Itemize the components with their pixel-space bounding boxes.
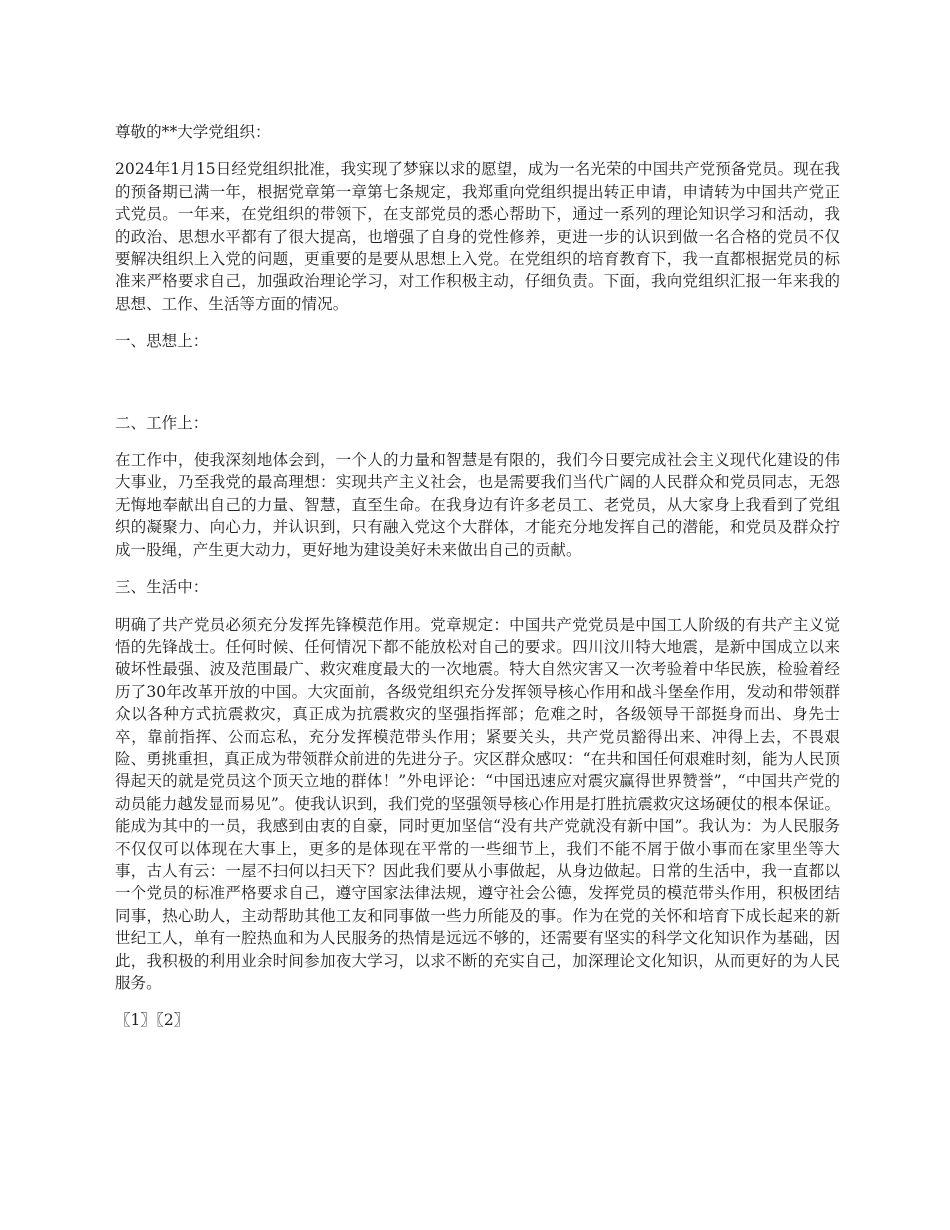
empty-section-space — [115, 368, 840, 412]
page-link-1[interactable]: 〖1〗 — [115, 1011, 157, 1030]
intro-paragraph: 2024年1月15日经党组织批准，我实现了梦寐以求的愿望，成为一名光荣的中国共产党预备党员。现在我的预备期已满一年，根据党章第一章第七条规定，我郑重向党组织提出转正申请，申请转为中国共产党正式党员。一年来，在党组织的带领下，在支部党员的悉心帮助下，通过一系列的理论知识学习和活动，我的政治、思想水平都有了很大提高，也增强了自身的党性修养，更进一步的认识到做一名合格的党员不仅要解决组织上入党的问题，更重要的是要从思想上入党。在党组织的培育教育下，我一直都根据党员的标准来严格要求自己，加强政治理论学习，对工作积极主动，仔细负责。下面，我向党组织汇报一年来我的思想、工作、生活等方面的情况。 — [115, 160, 840, 313]
life-paragraph: 明确了共产党员必须充分发挥先锋模范作用。党章规定：中国共产党党员是中国工人阶级的有共产主义觉悟的先锋战士。任何时候、任何情况下都不能放松对自己的要求。四川汶川特大地震，是新中国成立以来破坏性最强、波及范围最广、救灾难度最大的一次地震。特大自然灾害又一次考验着中华民族，检验着经历了30年改革开放的中国。大灾面前，各级党组织充分发挥领导核心作用和战斗堡垒作用，发动和带领群众以各种方式抗震救灾，真正成为抗震救灾的坚强指挥部；危难之时，各级领导干部挺身而出、身先士卒，靠前指挥、公而忘私，充分发挥模范带头作用；紧要关头，共产党员豁得出来、冲得上去，不畏艰险、勇挑重担，真正成为带领群众前进的先进分子。灾区群众感叹：“在共和国任何艰难时刻，能为人民顶得起天的就是党员这个顶天立地的群体！”外电评论：“中国迅速应对震灾赢得世界赞誉”，“中国共产党的动员能力越发显而易见”。使我认识到，我们党的坚强领导核心作用是打胜抗震救灾这场硬仗的根本保证。能成为其中的一员，我感到由衷的自豪，同时更加坚信“没有共产党就没有新中国”。我认为：为人民服务不仅仅可以体现在大事上，更多的是体现在平常的一些细节上，我们不能不屑于做小事而在家里坐等大事，古人有云：一屋不扫何以扫天下？因此我们要从小事做起，从身边做起。日常的生活中，我一直都以一个党员的标准严格要求自己，遵守国家法律法规，遵守社会公德，发挥党员的模范带头作用，积极团结同事，热心助人，主动帮助其他工友和同事做一些力所能及的事。作为在党的关怀和培育下成长起来的新世纪工人，单有一腔热血和为人民服务的热情是远远不够的，还需要有坚实的科学文化知识作为基础，因此，我积极的利用业余时间参加夜大学习，以求不断的充实自己，加深理论文化知识，从而更好的为人民服务。 — [115, 615, 840, 992]
section-heading-work: 二、工作上： — [115, 413, 209, 432]
work-paragraph: 在工作中，使我深刻地体会到，一个人的力量和智慧是有限的，我们今日要完成社会主义现代化建设的伟大事业，乃至我党的最高理想：实现共产主义社会，也是需要我们当代广阔的人民群众和党员同志，无怨无悔地奉献出自己的力量、智慧，直至生命。在我身边有许多老员工、老党员，从大家身上我看到了党组织的凝聚力、向心力，并认识到，只有融入党这个大群体，才能充分地发挥自己的潜能，和党员及群众拧成一股绳，产生更大动力，更好地为建设美好未来做出自己的贡献。 — [115, 451, 840, 559]
page-navigation — [115, 1009, 840, 1031]
section-heading-thought: 一、思想上： — [115, 332, 209, 351]
document-body — [115, 121, 840, 1047]
section-heading-life: 三、生活中： — [115, 578, 209, 597]
page-link-2[interactable]: 〖2〗 — [156, 1011, 190, 1030]
salutation: 尊敬的**大学党组织： — [115, 123, 271, 141]
